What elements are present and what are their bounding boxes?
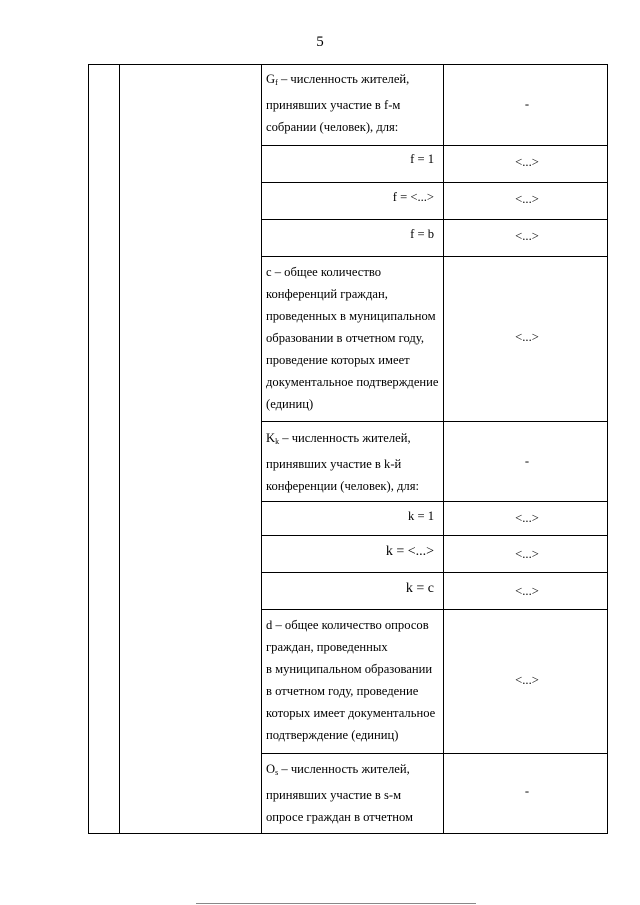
- column-divider: [261, 65, 262, 833]
- row-k3-value: <...>: [515, 584, 539, 598]
- row-k2-label: k = <...>: [385, 544, 434, 559]
- row-divider: [261, 182, 607, 183]
- row-k3-label: k = c: [405, 581, 434, 596]
- row-f1-value: <...>: [515, 155, 539, 169]
- row-divider: [261, 145, 607, 146]
- row-k1-label: k = 1: [408, 509, 434, 523]
- row-f3-value: <...>: [515, 229, 539, 243]
- row-k1-value: <...>: [515, 511, 539, 525]
- row-kk-description: $K_k$ – численность жителей, принявших участие в k-й конференции (человек), для:: [266, 431, 420, 493]
- row-d-description: d – общее количество опросов граждан, проведенных в муниципальном образовании в отчетном году, проведение которых имеет документальное подтверждение (единиц): [266, 618, 436, 742]
- scan-edge-line: [196, 903, 476, 904]
- row-f1-label: f = 1: [410, 152, 434, 166]
- row-k2-value: <...>: [515, 547, 539, 561]
- row-divider: [261, 753, 607, 754]
- column-divider: [443, 65, 444, 833]
- row-c-value: <...>: [515, 330, 539, 344]
- row-os-value: -: [524, 784, 530, 798]
- row-divider: [261, 421, 607, 422]
- page-number: 5: [316, 34, 324, 50]
- row-gf-value: -: [524, 97, 530, 111]
- row-divider: [261, 572, 607, 573]
- row-divider: [261, 501, 607, 502]
- row-divider: [261, 219, 607, 220]
- row-kk-value: -: [524, 454, 530, 468]
- row-os-description: $O_s$ – численность жителей, принявших участие в s-м опросе граждан в отчетном: [266, 762, 413, 824]
- indicator-table: [88, 64, 608, 834]
- row-divider: [261, 535, 607, 536]
- row-f2-label: f = <...>: [392, 190, 434, 204]
- row-f3-label: f = b: [410, 227, 434, 241]
- row-divider: [261, 609, 607, 610]
- row-f2-value: <...>: [515, 192, 539, 206]
- row-divider: [261, 256, 607, 257]
- column-divider: [119, 65, 120, 833]
- row-d-value: <...>: [515, 673, 539, 687]
- row-gf-description: $G_f$ – численность жителей, принявших участие в f-м собрании (человек), для:: [266, 72, 410, 134]
- row-c-description: c – общее количество конференций граждан, проведенных в муниципальном образовании в отчетном году, проведение которых имеет документальное подтверждение (единиц): [266, 265, 439, 411]
